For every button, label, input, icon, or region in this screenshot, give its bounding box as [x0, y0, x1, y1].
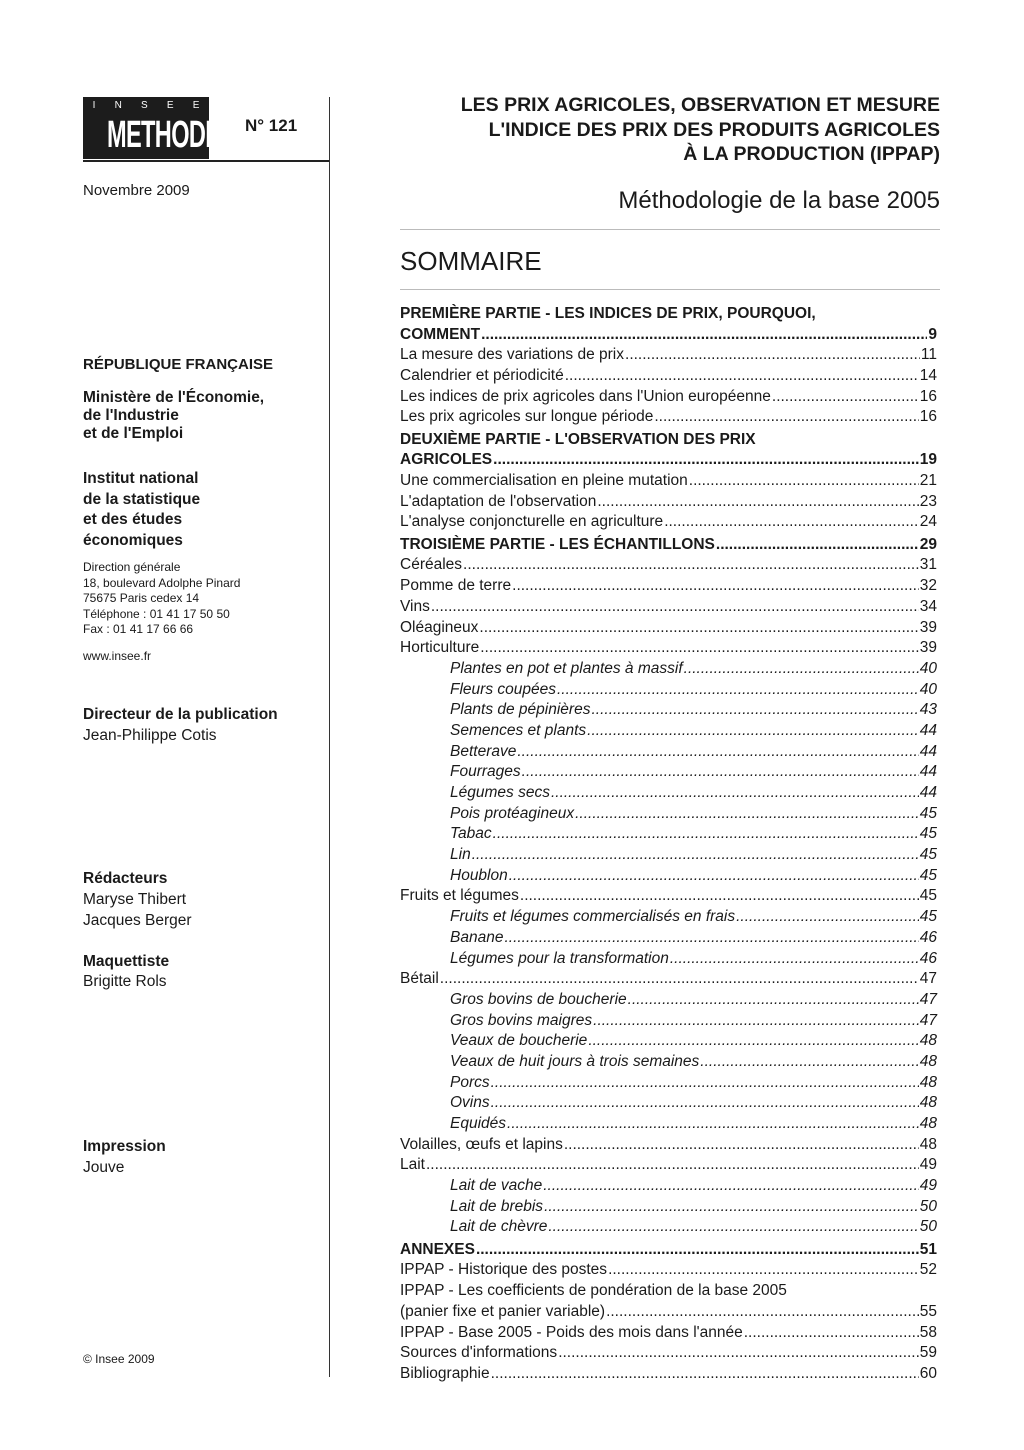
toc-part3-entry[interactable]: [400, 680, 937, 701]
toc-entry-label: Lait de chèvre: [450, 1218, 548, 1236]
toc-entry-page: 44: [919, 742, 937, 760]
dot-leader: [772, 387, 919, 408]
sommaire-heading: SOMMAIRE: [400, 246, 542, 276]
toc-part3-entry[interactable]: [400, 1155, 937, 1176]
toc-entry-label: Une commercialisation en pleine mutation: [400, 472, 688, 490]
toc-part1-line1: PREMIÈRE PARTIE - LES INDICES DE PRIX, POURQUOI,: [400, 305, 816, 322]
redacteurs-list: Maryse Thibert Jacques Berger: [83, 891, 192, 929]
dot-leader: [509, 866, 919, 887]
toc-entry-page: 49: [919, 1156, 937, 1174]
table-of-contents: [400, 304, 937, 1385]
address-block: Direction générale 18, boulevard Adolphe Pinard 75675 Paris cedex 14 Téléphone : 01 41 17 50 50 Fax : 01 41 17 66 66: [83, 560, 241, 636]
document-subtitle: Méthodologie de la base 2005: [618, 187, 940, 214]
toc-entry-page: 45: [919, 887, 937, 905]
toc-entry-page: 48: [919, 1032, 937, 1050]
dot-leader: [493, 824, 919, 845]
toc-part3-entry[interactable]: [400, 1011, 937, 1032]
dot-leader: [507, 1114, 919, 1135]
republique-francaise: RÉPUBLIQUE FRANÇAISE: [83, 356, 274, 373]
toc-part1-entry[interactable]: [400, 407, 937, 428]
dot-leader: [491, 1364, 919, 1385]
dot-leader: [431, 597, 919, 618]
dot-leader: [504, 928, 918, 949]
dot-leader: [543, 1176, 919, 1197]
toc-entry-label: Plantes en pot et plantes à massif: [450, 659, 683, 677]
maquettiste-label: Maquettiste: [83, 953, 170, 970]
toc-part1-entry[interactable]: [400, 345, 937, 366]
dot-leader: [700, 1052, 918, 1073]
toc-entry-page: 48: [919, 1073, 937, 1091]
copyright: © Insee 2009: [83, 1352, 155, 1366]
dot-leader: [670, 949, 919, 970]
toc-entry-label: Pois protéagineux: [450, 804, 575, 822]
toc-part3-entry[interactable]: [400, 1073, 937, 1094]
dot-leader: [520, 886, 919, 907]
toc-annexes[interactable]: ANNEXES ..... 51: [400, 1240, 937, 1261]
toc-entry-page: 45: [919, 825, 937, 843]
toc-entry-page: 45: [919, 804, 937, 822]
toc-part3-entry[interactable]: [400, 576, 937, 597]
toc-part3-entry[interactable]: [400, 1052, 937, 1073]
toc-entry-page: 44: [919, 763, 937, 781]
dot-leader: [597, 492, 918, 513]
toc-entry-label: Volailles, œufs et lapins: [400, 1135, 563, 1153]
toc-entry-page: 32: [919, 577, 937, 595]
toc-entry-page: 45: [919, 908, 937, 926]
dot-leader: [684, 659, 919, 680]
toc-entry-label: Semences et plants: [450, 721, 587, 739]
toc-entry-label: Ovins: [450, 1094, 490, 1112]
toc-part3-entry[interactable]: [400, 618, 937, 639]
toc-entry-page: 16: [919, 408, 937, 426]
toc-entry-page: 60: [919, 1364, 937, 1382]
toc-entry-page: 50: [919, 1218, 937, 1236]
column-divider: [329, 97, 330, 1377]
toc-part3-entry[interactable]: [400, 742, 937, 763]
toc-entry-label: Vins: [400, 597, 430, 615]
issue-number: N° 121: [245, 116, 298, 135]
toc-entry-page: 39: [919, 618, 937, 636]
toc-entry-page: 49: [919, 1177, 937, 1195]
toc-entry-label: Les indices de prix agricoles dans l'Union européenne: [400, 387, 771, 405]
dot-leader: [440, 969, 919, 990]
toc-part3-entry[interactable]: [400, 928, 937, 949]
toc-entry-label: Lin: [450, 846, 471, 864]
toc-entry-label: Pomme de terre: [400, 577, 512, 595]
toc-part3[interactable]: TROISIÈME PARTIE - LES ÉCHANTILLONS ..... 29: [400, 535, 937, 556]
toc-entry-label: Tabac: [450, 825, 492, 843]
directeur-label: Directeur de la publication: [83, 706, 278, 723]
toc-entry-page: 47: [919, 990, 937, 1008]
dot-leader: [591, 700, 918, 721]
toc-entry-label: Plants de pépinières: [450, 701, 591, 719]
toc-part2-line1: DEUXIÈME PARTIE - L'OBSERVATION DES PRIX: [400, 430, 756, 448]
toc-part3-entry[interactable]: [400, 969, 937, 990]
toc-entry-label: Fourrages: [450, 763, 521, 781]
dot-leader: [544, 1197, 919, 1218]
header-divider: [83, 160, 330, 162]
toc-entry-page: 45: [919, 866, 937, 884]
toc-entry-label: Bétail: [400, 970, 439, 988]
dot-leader: [593, 1011, 919, 1032]
maquettiste-name: Brigitte Rols: [83, 973, 167, 990]
toc-entry-page: 40: [919, 659, 937, 677]
dot-leader: [744, 1323, 919, 1344]
logo-insee-letters: I N S E E: [92, 100, 200, 111]
toc-entry-page: 39: [919, 639, 937, 657]
toc-part3-entry[interactable]: [400, 1217, 937, 1238]
dot-leader: [548, 1217, 918, 1238]
toc-annex-coefficients-line1: IPPAP - Les coefficients de pondération de la base 2005: [400, 1282, 787, 1300]
toc-part3-entry[interactable]: [400, 1135, 937, 1156]
toc-annex-entry[interactable]: [400, 1323, 937, 1344]
toc-part3-entry[interactable]: [400, 1093, 937, 1114]
directeur-name: Jean-Philippe Cotis: [83, 727, 217, 744]
toc-entry-page: 11: [920, 346, 937, 364]
toc-entry-label: La mesure des variations de prix: [400, 346, 625, 364]
toc-entry-label: Céréales: [400, 556, 463, 574]
institut-block: Institut national de la statistique et des études économiques: [83, 470, 201, 549]
dot-leader: [551, 783, 919, 804]
toc-entry-page: 43: [919, 701, 937, 719]
toc-entry-label: Sources d'informations: [400, 1344, 558, 1362]
dot-leader: [588, 1031, 918, 1052]
toc-part3-entry[interactable]: [400, 907, 937, 928]
dot-leader: [628, 990, 919, 1011]
subtitle-rule: [400, 229, 940, 230]
toc-annex-entry[interactable]: [400, 1343, 937, 1364]
dot-leader: [736, 907, 919, 928]
logo-methodes: METHODES: [106, 114, 236, 156]
toc-part3-entry[interactable]: [400, 845, 937, 866]
toc-entry-label: L'adaptation de l'observation: [400, 492, 597, 510]
toc-entry-label: Gros bovins de boucherie: [450, 990, 627, 1008]
dot-leader: [512, 576, 919, 597]
toc-part3-entry[interactable]: [400, 1114, 937, 1135]
toc-entry-label: Calendrier et périodicité: [400, 367, 564, 385]
toc-part3-entry[interactable]: [400, 1176, 937, 1197]
dot-leader: [480, 638, 919, 659]
toc-entry-page: 44: [919, 784, 937, 802]
toc-entry-page: 47: [919, 970, 937, 988]
dot-leader: [472, 845, 919, 866]
toc-entry-page: 34: [919, 597, 937, 615]
dot-leader: [479, 618, 918, 639]
dot-leader: [426, 1155, 919, 1176]
dot-leader: [558, 1343, 919, 1364]
impression-name: Jouve: [83, 1159, 125, 1176]
dot-leader: [491, 1073, 919, 1094]
toc-entry-page: 48: [919, 1094, 937, 1112]
toc-entry-page: 47: [919, 1011, 937, 1029]
toc-part2-entry[interactable]: [400, 513, 937, 534]
toc-entry-label: Houblon: [450, 866, 508, 884]
toc-part3-entry[interactable]: [400, 762, 937, 783]
toc-entry-page: 58: [919, 1323, 937, 1341]
toc-entry-page: 44: [919, 721, 937, 739]
sommaire-rule: [400, 289, 940, 290]
toc-entry-label: Lait de brebis: [450, 1197, 544, 1215]
toc-part1[interactable]: COMMENT ..... 9: [400, 325, 937, 346]
publication-date: Novembre 2009: [83, 182, 190, 199]
toc-part3-entry[interactable]: [400, 700, 937, 721]
toc-annex-historique[interactable]: IPPAP - Historique des postes ..... 52: [400, 1260, 937, 1281]
toc-part3-entry[interactable]: [400, 1197, 937, 1218]
toc-entry-page: 48: [919, 1135, 937, 1153]
dot-leader: [522, 762, 919, 783]
dot-leader: [463, 555, 919, 576]
toc-part3-entry[interactable]: [400, 990, 937, 1011]
redacteurs-label: Rédacteurs: [83, 870, 168, 887]
toc-entry-page: 23: [919, 492, 937, 510]
toc-part3-entry[interactable]: [400, 555, 937, 576]
dot-leader: [491, 1093, 919, 1114]
toc-annex-entry[interactable]: [400, 1364, 937, 1385]
toc-entry-label: Veaux de huit jours à trois semaines: [450, 1052, 700, 1070]
toc-part3-entry[interactable]: [400, 783, 937, 804]
dot-leader: [564, 1135, 919, 1156]
dot-leader: [565, 366, 919, 387]
toc-entry-label: Porcs: [450, 1073, 490, 1091]
toc-part2-entry[interactable]: [400, 471, 937, 492]
toc-part1-entry[interactable]: [400, 387, 937, 408]
toc-part3-entry[interactable]: [400, 866, 937, 887]
toc-entry-label: L'analyse conjoncturelle en agriculture: [400, 513, 664, 531]
toc-entry-page: 48: [919, 1052, 937, 1070]
toc-part3-entry[interactable]: [400, 824, 937, 845]
toc-entry-page: 50: [919, 1197, 937, 1215]
toc-entry-label: IPPAP - Base 2005 - Poids des mois dans l'année: [400, 1323, 743, 1341]
toc-entry-label: Lait: [400, 1156, 425, 1174]
toc-entry-page: 45: [919, 846, 937, 864]
dot-leader: [625, 345, 920, 366]
dot-leader: [587, 721, 919, 742]
toc-entry-label: Légumes pour la transformation: [450, 949, 669, 967]
toc-entry-label: Horticulture: [400, 639, 480, 657]
toc-entry-page: 31: [919, 556, 937, 574]
toc-entry-label: Veaux de boucherie: [450, 1032, 588, 1050]
toc-entry-page: 46: [919, 928, 937, 946]
toc-entry-label: Les prix agricoles sur longue période: [400, 408, 654, 426]
toc-part2[interactable]: AGRICOLES ..... 19: [400, 450, 937, 471]
document-title: LES PRIX AGRICOLES, OBSERVATION ET MESURE L'INDICE DES PRIX DES PRODUITS AGRICOLES À LA PRODUCTION (IPPAP): [460, 94, 940, 165]
toc-entry-label: Equidés: [450, 1115, 507, 1133]
dot-leader: [664, 512, 919, 533]
toc-entry-label: Fruits et légumes commercialisés en frais: [450, 908, 736, 926]
toc-part3-entry[interactable]: [400, 886, 937, 907]
dot-leader: [557, 680, 919, 701]
toc-entry-page: 14: [919, 367, 937, 385]
toc-entry-page: 40: [919, 680, 937, 698]
toc-part3-entry[interactable]: [400, 949, 937, 970]
toc-entry-label: Légumes secs: [450, 784, 550, 802]
toc-part3-entry[interactable]: [400, 659, 937, 680]
toc-part1-entry[interactable]: [400, 366, 937, 387]
toc-entry-label: Fruits et légumes: [400, 887, 519, 905]
impression-label: Impression: [83, 1138, 166, 1155]
dot-leader: [517, 742, 918, 763]
toc-entry-page: 59: [919, 1344, 937, 1362]
dot-leader: [689, 471, 919, 492]
toc-entry-page: 46: [919, 949, 937, 967]
toc-entry-label: Betterave: [450, 742, 517, 760]
toc-part2-entry[interactable]: [400, 492, 937, 513]
toc-part3-entry[interactable]: [400, 1031, 937, 1052]
ministere-block: Ministère de l'Économie, de l'Industrie et de l'Emploi: [83, 389, 265, 442]
toc-entry-page: 16: [919, 387, 937, 405]
toc-entry-page: 21: [919, 472, 937, 490]
dot-leader: [575, 804, 919, 825]
website-link[interactable]: www.insee.fr: [83, 649, 152, 663]
insee-methodes-logo: [83, 97, 236, 159]
toc-part3-entry[interactable]: [400, 721, 937, 742]
toc-entry-label: Gros bovins maigres: [450, 1011, 593, 1029]
toc-part3-entry[interactable]: [400, 804, 937, 825]
toc-entry-page: 48: [919, 1115, 937, 1133]
toc-entry-label: Bibliographie: [400, 1364, 490, 1382]
toc-entry-label: Oléagineux: [400, 618, 479, 636]
toc-entry-label: Fleurs coupées: [450, 680, 556, 698]
toc-annex-coefficients[interactable]: (panier fixe et panier variable) ..... 55: [400, 1302, 937, 1323]
toc-entry-label: Lait de vache: [450, 1177, 543, 1195]
dot-leader: [654, 407, 918, 428]
toc-part3-entry[interactable]: [400, 638, 937, 659]
toc-entry-page: 24: [919, 513, 937, 531]
toc-entry-label: Banane: [450, 928, 504, 946]
toc-part3-entry[interactable]: [400, 597, 937, 618]
